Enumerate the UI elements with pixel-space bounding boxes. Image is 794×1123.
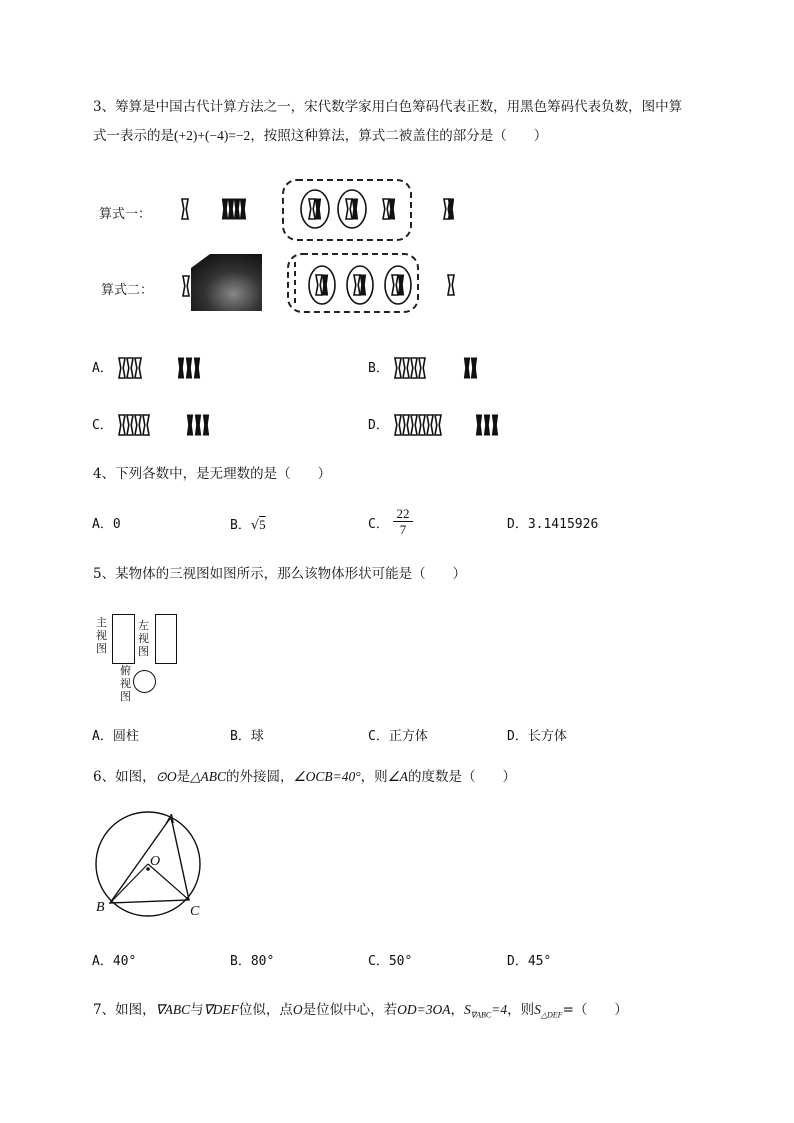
q3-stem-line1: 3、筹算是中国古代计算方法之一，宋代数学家用白色筹码代表正数，用黑色筹码代表负数，图中算 — [93, 99, 683, 115]
q6-option-d[interactable]: D．45° — [507, 954, 552, 969]
q6-stem: 6、如图，⊙O是△ABC的外接圆，∠OCB=40°，则∠A的度数是（ ） — [93, 769, 517, 785]
q3-option-c[interactable]: C． — [92, 418, 113, 433]
q3-label-formula1: 算式一： — [99, 207, 152, 222]
q5-stem: 5、某物体的三视图如图所示，那么该物体形状可能是（ ） — [93, 566, 467, 582]
q6-option-a[interactable]: A．40° — [92, 954, 137, 969]
q4-option-c[interactable]: C． — [368, 517, 389, 532]
q3-option-a[interactable]: A． — [92, 361, 113, 376]
q5-option-d[interactable]: D．长方体 — [507, 729, 567, 744]
q4-option-d[interactable]: D．3.1415926 — [507, 517, 599, 532]
front-view-label: 主 视 图 — [96, 616, 107, 655]
q3-stem-line2: 式一表示的是(+2)+(−4)=−2，按照这种算法，算式二被盖住的部分是（ ） — [93, 128, 548, 144]
q4-stem: 4、下列各数中，是无理数的是（ ） — [93, 466, 332, 482]
q3-option-d[interactable]: D． — [368, 418, 389, 433]
q4-option-a[interactable]: A．0 — [92, 517, 121, 532]
label-point-a: A — [166, 812, 175, 827]
q5-option-b[interactable]: B．球 — [230, 729, 264, 744]
q4-option-b[interactable]: B．√5 — [230, 517, 266, 533]
label-point-c: C — [190, 904, 200, 919]
label-point-o: O — [150, 854, 161, 869]
q6-option-b[interactable]: B．80° — [230, 954, 275, 969]
q5-option-a[interactable]: A．圆柱 — [92, 729, 139, 744]
top-view-label: 俯 视 图 — [120, 664, 131, 703]
q6-option-c[interactable]: C．50° — [368, 954, 413, 969]
label-point-b: B — [96, 900, 105, 915]
segment-ob — [110, 864, 148, 903]
q4-fraction: 22 7 — [393, 506, 413, 537]
left-view-label: 左 视 图 — [138, 619, 149, 658]
q3-label-formula2: 算式二： — [101, 283, 154, 298]
q3-option-b[interactable]: B． — [368, 361, 389, 376]
q7-stem: 7、如图，∇ABC与∇DEF位似，点O是位似中心，若OD=3OA，$S_{\nabla ABC}=4$，则$S_{\triangle DEF}=$（ ） — [93, 1002, 628, 1020]
q5-option-c[interactable]: C．正方体 — [368, 729, 428, 744]
